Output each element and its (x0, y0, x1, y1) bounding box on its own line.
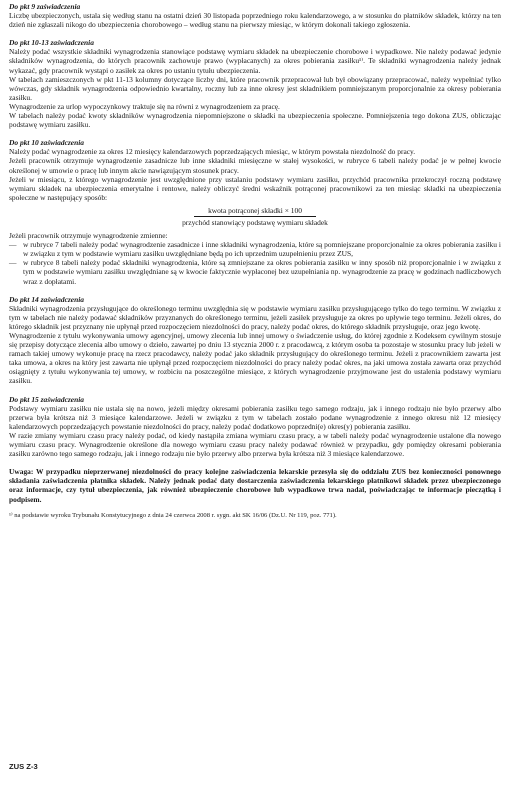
section-pkt-10-13 (9, 38, 501, 129)
formula-numerator: kwota potrąconej składki × 100 (194, 206, 316, 217)
section-heading: Do pkt 15 zaświadczenia (9, 394, 84, 404)
paragraph: Jeżeli w miesiącu, z którego wynagrodzenie jest uwzględnione przy ustalaniu podstawy wymiaru zasiłku, przychód pracownika przekroczył roczną podstawę wymiaru składek na ubezpieczenia emerytalne i rentowe, należy obliczyć średni wskaźnik potrąconej pracownikowi za ten miesiąc składki na ubezpieczenia społeczne w następujący sposób: (9, 174, 501, 202)
section-heading: Do pkt 9 zaświadczenia (9, 2, 81, 11)
section-heading: Do pkt 10-13 zaświadczenia (9, 38, 94, 48)
list-item (9, 258, 501, 285)
section-heading: Do pkt 10 zaświadczenia (9, 138, 84, 148)
section-pkt-15 (9, 395, 501, 459)
paragraph: Należy podać wszystkie składniki wynagrodzenia stanowiące podstawę wymiaru składek na ubezpieczenie chorobowe i wypadkowe. Nie należy podawać jedynie składników wynagrodzenia, do których pracownik zachowuje prawo (wypłacanych) za okres pobierania zasiłku¹⁾. Te składniki wynagrodzenia należy jednak wykazać, gdy pracownik wystąpi o zasiłek za okres po ustaniu tytułu ubezpieczenia. (9, 47, 501, 75)
paragraph: W tabelach zamieszczonych w pkt 11-13 kolumny dotyczące liczby dni, które pracownik przepracował lub był obowiązany przepracować, należy wypełniać tylko wówczas, gdy składnik wynagrodzenia odpowiednio kwartalny, roczny lub za inne okresy jest składnikiem pomniejszanym proporcjonalnie za okresy pobierania zasiłku. (9, 74, 501, 102)
section-pkt-14 (9, 295, 501, 386)
paragraph: Liczbę ubezpieczonych, ustala się według stanu na ostatni dzień 30 listopada poprzedniego roku kalendarzowego, a w stosunku do płatników składek, którzy na ten dzień nie zgłaszali nikogo do ubezpieczenia chorobowego – według stanu na pierwszy miesiąc, w którym dokonali takiego zgłoszenia. (9, 11, 501, 30)
paragraph: Wynagrodzenie z tytułu wykonywania umowy agencyjnej, umowy zlecenia lub innej umowy o świadczenie usług, do której zgodnie z Kodeksem cywilnym stosuje się przepisy dotyczące zlecenia albo umowy o dzieło, zawartej po dniu 13 stycznia 2000 r. z pracodawcą, z którym osoba ta pozostaje w stosunku pracy lub jeżeli w ramach takiej umowy wykonuje pracę na rzecz pracodawcy, należy podać jako składnik przysługujący do określonego terminu. Jeżeli z pracownikiem zawarta jest taka umowa, a okres na który jest zawarta nie upłynął przed rozpoczęciem niezdolności do pracy należy podać okres, na jaki umowa została zawarta oraz przychód osiągnięty z tytułu wykonywania tej umowy, w rozbiciu na poszczególne miesiące, z których wynagrodzenie przyjmowane jest do ustalenia podstawy wymiaru zasiłku. (9, 331, 501, 386)
section-pkt-10 (9, 138, 501, 285)
list-item-text: w rubryce 7 tabeli należy podać wynagrodzenie zasadnicze i inne składniki wynagrodzenia, które są pomniejszane proporcjonalnie za okres pobierania zasiłku i w związku z tym w podstawie wymiaru zasiłku uwzględniane będą po ich uprzednim uzupełnieniu przez ZUS, (23, 240, 501, 259)
dash-bullet: — (9, 240, 17, 250)
footnote: ¹⁾ na podstawie wyroku Trybunału Konstytucyjnego z dnia 24 czerwca 2008 r. sygn. akt SK 16/06 (Dz.U. Nr 119, poz. 771). (9, 511, 337, 519)
section-heading: Do pkt 14 zaświadczenia (9, 294, 84, 304)
note-uwaga: Uwaga: W przypadku nieprzerwanej niezdolności do pracy kolejne zaświadczenia lekarskie przesyła się do oddziału ZUS bez konieczności ponownego składania zaświadczenia płatnika składek. Należy jednak podać daty dostarczenia zaświadczenia lekarskiego płatnikowi składek przez ubezpieczonego oraz informacje, czy tytuł ubezpieczenia, jak również ubezpieczenie chorobowe lub wypadkowe trwa nadal, poświadczając te informacje pieczątką i podpisem. (9, 467, 501, 504)
paragraph: Jeżeli pracownik otrzymuje wynagrodzenie zasadnicze lub inne składniki miesięczne w stałej wysokości, w rubryce 6 tabeli należy podać je w pełnej kwocie określonej w umowie o pracę lub innym akcie nawiązującym stosunek pracy. (9, 156, 501, 175)
paragraph: Jeżeli pracownik otrzymuje wynagrodzenie zmienne: (9, 231, 168, 241)
paragraph: Wynagrodzenie za urlop wypoczynkowy traktuje się na równi z wynagrodzeniem za pracę. (9, 101, 280, 111)
section-pkt-9 (9, 2, 501, 29)
list-item-text: w rubryce 8 tabeli należy podać składniki wynagrodzenia, które są zmniejszane za okres pobierania zasiłku w inny sposób niż proporcjonalnie i w związku z tym w podstawie wymiaru zasiłku uwzględniane są w kwocie faktycznie wypłaconej bez uzupełniania np. wynagrodzenie za pracę w godzinach nadliczbowych wraz z dopłatami. (23, 258, 501, 286)
list-item (9, 240, 501, 258)
paragraph: Podstawy wymiaru zasiłku nie ustala się na nowo, jeżeli między okresami pobierania zasiłku tego samego rodzaju, jak i innego rodzaju nie było przerwy albo przerwa była krótsza niż 3 miesiące kalendarzowe. Jeżeli w związku z tym w tabelach zostało podane wynagrodzenie z innego okresu niż 12 miesięcy kalendarzowych poprzedzających powstanie niezdolności do pracy, należy podać dodatkowo poprzedni(e) okres(y) pobierania zasiłku. (9, 403, 501, 431)
paragraph: W tabelach należy podać kwoty składników wynagrodzenia niepomniejszone o składki na ubezpieczenia społeczne. Pomniejszenia tego dokona ZUS, obliczając podstawę wymiaru zasiłku. (9, 111, 501, 130)
form-code: ZUS Z-3 (9, 761, 38, 771)
paragraph: W razie zmiany wymiaru czasu pracy należy podać, od kiedy nastąpiła zmiana wymiaru czasu pracy, a w tabeli należy podać wynagrodzenie ustalone dla nowego wymiaru czasu pracy. Wynagrodzenie określone dla nowego wymiaru czasu pracy należy podawać również w przypadku, gdy pomiędzy okresami pobierania zasiłku zarówno tego samego rodzaju, jak i innego rodzaju nie było przerwy albo przerwa była krótsza niż 3 miesiące kalendarzowe. (9, 430, 501, 459)
paragraph: Należy podać wynagrodzenie za okres 12 miesięcy kalendarzowych poprzedzających miesiąc, w którym powstała niezdolność do pracy. (9, 147, 416, 157)
formula-denominator: przychód stanowiący podstawę wymiaru składek (182, 217, 328, 227)
dash-bullet: — (9, 258, 17, 268)
paragraph: Składniki wynagrodzenia przysługujące do określonego terminu uwzględnia się w podstawie wymiaru zasiłku przysługującego tylko do tego terminu. W związku z tym w tabelach nie należy podawać składników przyznanych do określonego terminu, jeżeli zasiłek przysługuje za okres po upływie tego terminu. Jeżeli okres, do którego składnik jest przyznany nie upłynął przed rozpoczęciem niezdolności do pracy, należy podać okres, do którego składnik przysługuje, oraz jego kwotę. (9, 303, 501, 331)
formula (9, 206, 501, 227)
